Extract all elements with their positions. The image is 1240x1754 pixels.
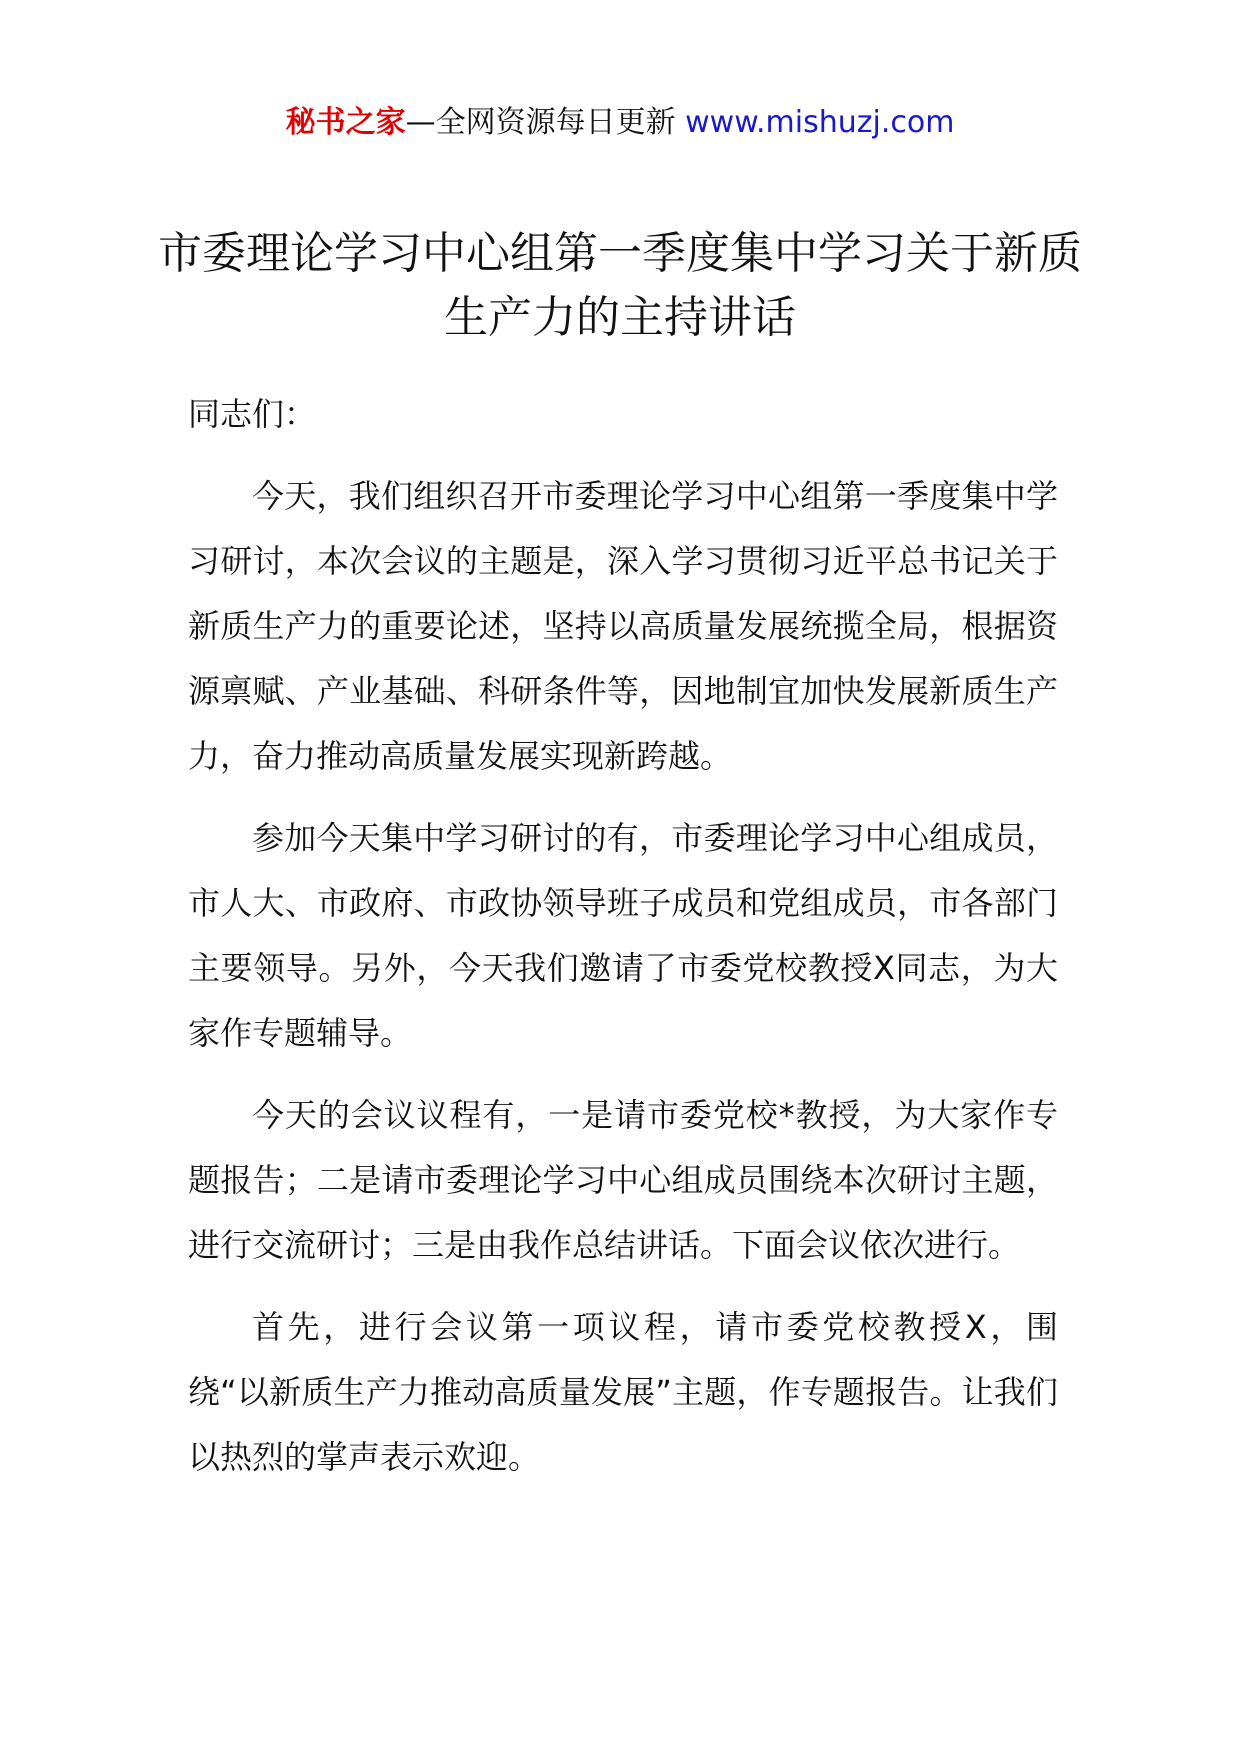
document-body bbox=[188, 382, 1058, 1507]
paragraph-2: 参加今天集中学习研讨的有，市委理论学习中心组成员，市人大、市政府、市政协领导班子成员和党组成员，市各部门主要领导。另外，今天我们邀请了市委党校教授X同志，为大家作专题辅导。 bbox=[188, 819, 1058, 1052]
salutation: 同志们： bbox=[188, 395, 317, 433]
paragraph-4: 首先，进行会议第一项议程，请市委党校教授X，围绕“以新质生产力推动高质量发展”主题，作专题报告。让我们以热烈的掌声表示欢迎。 bbox=[188, 1308, 1058, 1476]
site-header bbox=[0, 98, 1240, 148]
paragraph-3: 今天的会议议程有，一是请市委党校*教授，为大家作专题报告；二是请市委理论学习中心组成员围绕本次研讨主题，进行交流研讨；三是由我作总结讲话。下面会议依次进行。 bbox=[188, 1096, 1058, 1264]
paragraph-1: 今天，我们组织召开市委理论学习中心组第一季度集中学习研讨，本次会议的主题是，深入学习贯彻习近平总书记关于新质生产力的重要论述，坚持以高质量发展统揽全局，根据资源禀赋、产业基础、科研条件等，因地制宜加快发展新质生产力，奋力推动高质量发展实现新跨越。 bbox=[188, 477, 1058, 775]
site-brand: 秘书之家 bbox=[285, 105, 406, 140]
site-url-link[interactable]: www.mishuzj.com bbox=[685, 105, 955, 140]
document-title: 市委理论学习中心组第一季度集中学习关于新质生产力的主持讲话 bbox=[158, 228, 1082, 343]
site-tagline: —全网资源每日更新 bbox=[405, 105, 686, 140]
